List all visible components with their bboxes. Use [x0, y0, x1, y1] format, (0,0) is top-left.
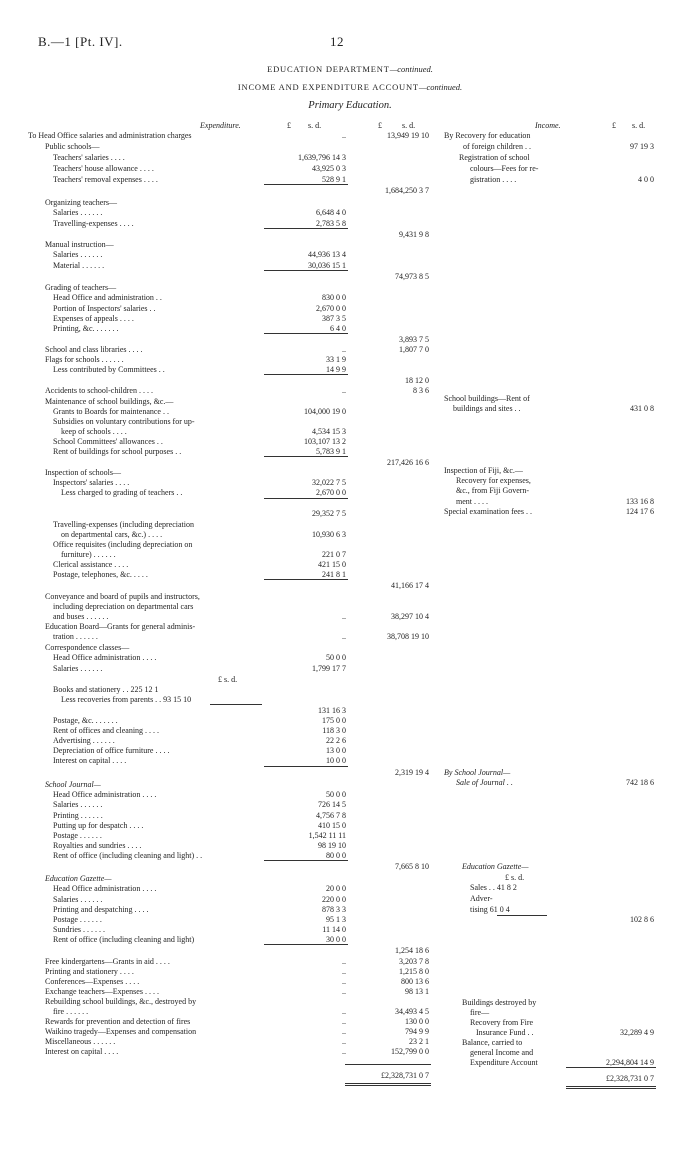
total-rule: [345, 1064, 431, 1065]
exp-label: Education Board—Grants for general adminis-: [45, 622, 196, 631]
exp-total: 1,807 7 0: [399, 345, 429, 354]
exp-label: Teachers' house allowance . . . .: [53, 164, 154, 173]
exp-total: 38,708 19 10: [387, 632, 429, 641]
exp-label: Organizing teachers—: [45, 198, 118, 207]
exp-amount: 11 14 0: [322, 925, 346, 934]
inc-label: Recovery for expenses,: [456, 476, 531, 485]
exp-label: Clerical assistance . . . .: [53, 560, 129, 569]
exp-amount: ..: [342, 987, 346, 996]
inc-label: Expenditure Account: [470, 1058, 538, 1067]
exp-amount: 175 0 0: [322, 716, 346, 725]
exp-label: Rent of office (including cleaning and light): [53, 935, 195, 944]
inner-sd-heading: £ s. d.: [218, 675, 238, 684]
exp-amount: 1,542 11 11: [308, 831, 346, 840]
exp-label: Rebuilding school buildings, &c., destroyed by: [45, 997, 197, 1006]
exp-amount: 1,639,796 14 3: [298, 153, 346, 162]
exp-amount: 2,783 5 8: [316, 219, 346, 228]
inc-label: general Income and: [470, 1048, 534, 1057]
exp-label: Rent of office (including cleaning and light) . .: [53, 851, 203, 860]
exp-label: Subsidies on voluntary contributions for up-: [53, 417, 195, 426]
exp-label: Manual instruction—: [45, 240, 114, 249]
sd3-heading: s. d.: [632, 121, 646, 130]
inc-label: Special examination fees . .: [444, 507, 532, 516]
inc-label: Inspection of Fiji, &c.—: [444, 466, 523, 475]
exp-label: Maintenance of school buildings, &c.—: [45, 397, 174, 406]
inc-sd-heading: £ s. d.: [505, 873, 525, 882]
exp-amount: ..: [342, 1007, 346, 1016]
exp-label: Material . . . . . .: [53, 261, 105, 270]
exp-amount: 118 3 0: [322, 726, 346, 735]
exp-amount: ..: [342, 386, 346, 395]
exp-amount: 220 0 0: [322, 895, 346, 904]
exp-amount: 50 0 0: [326, 653, 346, 662]
inc-amount: 742 18 6: [626, 778, 654, 787]
page-reference: B.—1 [Pt. IV].: [38, 34, 123, 49]
exp-amount: ..: [342, 612, 346, 621]
sd2-heading: s. d.: [402, 121, 416, 130]
exp-label: Printing and despatching . . . .: [53, 905, 149, 914]
exp-label: fire . . . . . .: [53, 1007, 89, 1016]
inc-label: Education Gazette—: [462, 862, 529, 871]
exp-amount: ..: [342, 1037, 346, 1046]
exp-amount: ..: [342, 345, 346, 354]
exp-label: Office requisites (including depreciation on: [53, 540, 193, 549]
exp-amount: 221 0 7: [322, 550, 346, 559]
exp-label: Sundries . . . . . .: [53, 925, 105, 934]
exp-label: on departmental cars, &c.) . . . .: [61, 530, 163, 539]
exp-label: Advertising . . . . . .: [53, 736, 115, 745]
exp-label: Postage . . . . . .: [53, 831, 102, 840]
inc-label: colours—Fees for re-: [470, 164, 539, 173]
exp-amount: 104,000 19 0: [304, 407, 346, 416]
exp-total: 217,426 16 6: [387, 458, 429, 467]
inc-label: Buildings destroyed by: [462, 998, 537, 1007]
exp-label: keep of schools . . . .: [61, 427, 127, 436]
exp-label: Interest on capital . . . .: [53, 756, 127, 765]
exp-label: and buses . . . . . .: [53, 612, 109, 621]
inc-label: &c., from Fiji Govern-: [456, 486, 530, 495]
exp-amount: 241 8 1: [322, 570, 346, 579]
exp-amount: 10 0 0: [326, 756, 346, 765]
exp-amount: ..: [342, 977, 346, 986]
pound3-heading: £: [612, 121, 616, 130]
exp-amount: 33 1 9: [326, 355, 346, 364]
inc-label: of foreign children . .: [463, 142, 531, 151]
exp-total: 130 0 0: [405, 1017, 429, 1026]
inc-label: Recovery from Fire: [470, 1018, 534, 1027]
inc-label: Insurance Fund . .: [476, 1028, 534, 1037]
exp-label: Head Office administration . . . .: [53, 790, 157, 799]
inc-label: By School Journal—: [444, 768, 511, 777]
exp-total: 1,254 18 6: [395, 946, 429, 955]
exp-amount: 6 4 0: [330, 324, 346, 333]
exp-label: Grading of teachers—: [45, 283, 117, 292]
exp-amount: 2,670 0 0: [316, 304, 346, 313]
exp-amount: ..: [342, 1017, 346, 1026]
inc-amount: 431 0 8: [630, 404, 654, 413]
exp-label: Less contributed by Committees . .: [53, 365, 165, 374]
exp-total: 34,493 4 5: [395, 1007, 429, 1016]
inc-label: School buildings—Rent of: [444, 394, 530, 403]
exp-amount: ..: [342, 967, 346, 976]
exp-amount: 5,783 9 1: [316, 447, 346, 456]
expenditure-grand-total: £2,328,731 0 7: [381, 1071, 429, 1080]
inc-label: Sale of Journal . .: [456, 778, 513, 787]
exp-label: Salaries . . . . . .: [53, 208, 103, 217]
exp-label: Rent of offices and cleaning . . . .: [53, 726, 160, 735]
exp-amount: 103,107 13 2: [304, 437, 346, 446]
exp-label: Salaries . . . . . .: [53, 800, 103, 809]
exp-label: Inspection of schools—: [45, 468, 121, 477]
exp-label: Miscellaneous . . . . . .: [45, 1037, 116, 1046]
exp-amount: 98 19 10: [318, 841, 346, 850]
subtotal-rule: [264, 184, 348, 185]
exp-label: Books and stationery . . 225 12 1: [53, 685, 159, 694]
exp-total: 1,684,250 3 7: [385, 186, 429, 195]
exp-label: Grants to Boards for maintenance . .: [53, 407, 169, 416]
exp-total: 1,215 8 0: [399, 967, 429, 976]
inner-rule: [497, 915, 547, 916]
exp-label: Interest on capital . . . .: [45, 1047, 119, 1056]
pound-heading: £: [287, 121, 291, 130]
inc-amount: 124 17 6: [626, 507, 654, 516]
exp-label: Education Gazette—: [45, 874, 112, 883]
exp-total: 18 12 0: [405, 376, 429, 385]
income-grand-total: £2,328,731 0 7: [606, 1074, 654, 1083]
exp-amount: 4,756 7 8: [316, 811, 346, 820]
exp-label: Head Office and administration . .: [53, 293, 162, 302]
exp-amount: ..: [342, 632, 346, 641]
exp-label: Exchange teachers—Expenses . . . .: [45, 987, 159, 996]
exp-amount: 43,925 0 3: [312, 164, 346, 173]
inc-label: gistration . . . .: [470, 175, 517, 184]
exp-amount: 410 15 0: [318, 821, 346, 830]
exp-total: 38,297 10 4: [391, 612, 429, 621]
exp-amount: 29,352 7 5: [312, 509, 346, 518]
exp-amount: ..: [342, 957, 346, 966]
exp-total: 3,893 7 5: [399, 335, 429, 344]
exp-label: Putting up for despatch . . . .: [53, 821, 144, 830]
subtotal-rule: [264, 270, 348, 271]
inc-label: Registration of school: [459, 153, 530, 162]
exp-label: Depreciation of office furniture . . . .: [53, 746, 170, 755]
exp-label: Printing and stationery . . . .: [45, 967, 134, 976]
exp-amount: 50 0 0: [326, 790, 346, 799]
exp-amount: ..: [342, 1047, 346, 1056]
subtotal-rule: [264, 333, 348, 334]
exp-amount: 30,036 15 1: [308, 261, 346, 270]
section-title: Primary Education.: [308, 100, 392, 111]
exp-label: Printing . . . . . .: [53, 811, 103, 820]
exp-label: Teachers' removal expenses . . . .: [53, 175, 158, 184]
exp-label: Postage, &c. . . . . . .: [53, 716, 118, 725]
exp-amount: 20 0 0: [326, 884, 346, 893]
account-title: INCOME AND EXPENDITURE ACCOUNT—continued.: [237, 82, 463, 92]
exp-amount: 387 3 5: [322, 314, 346, 323]
exp-amount: 14 9 9: [326, 365, 346, 374]
exp-amount: 32,022 7 5: [312, 478, 346, 487]
document-title: EDUCATION DEPARTMENT—continued.: [267, 64, 433, 74]
subtotal-rule: [264, 228, 348, 229]
exp-label: Salaries . . . . . .: [53, 250, 103, 259]
inc-label: fire—: [470, 1008, 490, 1017]
exp-label: Salaries . . . . . .: [53, 664, 103, 673]
subtotal-rule: [264, 498, 348, 499]
exp-amount: 30 0 0: [326, 935, 346, 944]
exp-total: 800 13 6: [401, 977, 429, 986]
exp-amount: 528 9 1: [322, 175, 346, 184]
subtotal-rule: [264, 860, 348, 861]
exp-amount: 421 15 0: [318, 560, 346, 569]
inc-label: ment . . . .: [456, 497, 488, 506]
exp-label: Travelling-expenses . . . .: [53, 219, 134, 228]
exp-label: Free kindergartens—Grants in aid . . . .: [45, 957, 170, 966]
exp-total: 74,973 8 5: [395, 272, 429, 281]
exp-label: Rent of buildings for school purposes . .: [53, 447, 182, 456]
exp-label: Head Office administration . . . .: [53, 884, 157, 893]
inc-label: Adver-: [470, 894, 493, 903]
exp-label: Salaries . . . . . .: [53, 895, 103, 904]
exp-amount: 2,670 0 0: [316, 488, 346, 497]
total-double-rule: [345, 1083, 431, 1086]
subtotal-rule: [264, 374, 348, 375]
exp-label: Waikino tragedy—Expenses and compensation: [45, 1027, 197, 1036]
exp-amount: 830 0 0: [322, 293, 346, 302]
inc-label: By Recovery for education: [444, 131, 531, 140]
exp-amount: 4,534 15 3: [312, 427, 346, 436]
exp-total: 794 9 9: [405, 1027, 429, 1036]
inc-label: Sales . . 41 8 2: [470, 883, 517, 892]
exp-amount: 6,648 4 0: [316, 208, 346, 217]
inc-amount: 2,294,804 14 9: [606, 1058, 654, 1067]
exp-total: 8 3 6: [413, 386, 429, 395]
inc-label: Balance, carried to: [462, 1038, 523, 1047]
exp-label: furniture) . . . . . .: [61, 550, 116, 559]
exp-label: Head Office administration . . . .: [53, 653, 157, 662]
exp-amount: ..: [342, 131, 346, 140]
subtotal-rule: [264, 579, 348, 580]
exp-label: School Committees' allowances . .: [53, 437, 163, 446]
exp-amount: 44,936 13 4: [308, 250, 346, 259]
exp-label: Travelling-expenses (including depreciation: [53, 520, 194, 529]
exp-label: including depreciation on departmental cars: [53, 602, 194, 611]
exp-label: Flags for schools . . . . . .: [45, 355, 124, 364]
exp-amount: 1,799 17 7: [312, 664, 346, 673]
subtotal-rule: [264, 456, 348, 457]
inc-amount: 102 8 6: [630, 915, 654, 924]
exp-total: 9,431 9 8: [399, 230, 429, 239]
expenditure-heading: Expenditure.: [200, 121, 241, 130]
inc-label: buildings and sites . .: [453, 404, 521, 413]
exp-label: Expenses of appeals . . . .: [53, 314, 134, 323]
exp-label: School Journal—: [45, 780, 101, 789]
exp-label: Teachers' salaries . . . .: [53, 153, 125, 162]
exp-amount: 13 0 0: [326, 746, 346, 755]
exp-amount: 22 2 6: [326, 736, 346, 745]
exp-label: School and class libraries . . . .: [45, 345, 143, 354]
exp-label: Public schools—: [45, 142, 100, 151]
exp-total: 3,203 7 8: [399, 957, 429, 966]
exp-label: Postage . . . . . .: [53, 915, 102, 924]
exp-label: Postage, telephones, &c. . . . .: [53, 570, 148, 579]
exp-amount: 726 14 5: [318, 800, 346, 809]
exp-amount: 131 16 3: [318, 706, 346, 715]
exp-label: Royalties and sundries . . . .: [53, 841, 142, 850]
exp-amount: 80 0 0: [326, 851, 346, 860]
exp-total: 41,166 17 4: [391, 581, 429, 590]
inc-amount: 97 19 3: [630, 142, 654, 151]
exp-label: Conferences—Expenses . . . .: [45, 977, 140, 986]
income-heading: Income.: [535, 121, 561, 130]
exp-amount: 95 1 3: [326, 915, 346, 924]
exp-label: Conveyance and board of pupils and instructors,: [45, 592, 200, 601]
exp-total: 98 13 1: [405, 987, 429, 996]
exp-total: 2,319 19 4: [395, 768, 429, 777]
exp-label: Portion of Inspectors' salaries . .: [53, 304, 156, 313]
exp-label: Less recoveries from parents . . 93 15 10: [61, 695, 192, 704]
total-double-rule: [566, 1086, 656, 1089]
total-rule: [566, 1067, 656, 1068]
exp-total: 23 2 1: [409, 1037, 429, 1046]
exp-total: 7,665 8 10: [395, 862, 429, 871]
exp-amount: 10,930 6 3: [312, 530, 346, 539]
exp-label: Less charged to grading of teachers . .: [61, 488, 183, 497]
sd-heading: s. d.: [308, 121, 322, 130]
inc-label: tising 61 0 4: [470, 905, 510, 914]
exp-label: To Head Office salaries and administration charges: [28, 131, 192, 140]
inner-rule: [210, 704, 262, 705]
exp-amount: 878 3 3: [322, 905, 346, 914]
exp-label: Correspondence classes—: [45, 643, 130, 652]
inc-amount: 32,289 4 9: [620, 1028, 654, 1037]
subtotal-rule: [264, 944, 348, 945]
inc-amount: 4 0 0: [638, 175, 654, 184]
subtotal-rule: [264, 766, 348, 767]
exp-label: Accidents to school-children . . . .: [45, 386, 153, 395]
exp-label: tration . . . . . .: [53, 632, 98, 641]
pound2-heading: £: [378, 121, 382, 130]
exp-amount: ..: [342, 1027, 346, 1036]
exp-label: Printing, &c. . . . . . .: [53, 324, 119, 333]
exp-total: 13,949 19 10: [387, 131, 429, 140]
exp-label: Inspectors' salaries . . . .: [53, 478, 130, 487]
exp-total: 152,799 0 0: [391, 1047, 429, 1056]
inc-amount: 133 16 8: [626, 497, 654, 506]
exp-label: Rewards for prevention and detection of fires: [45, 1017, 191, 1026]
page-number: 12: [330, 34, 344, 49]
